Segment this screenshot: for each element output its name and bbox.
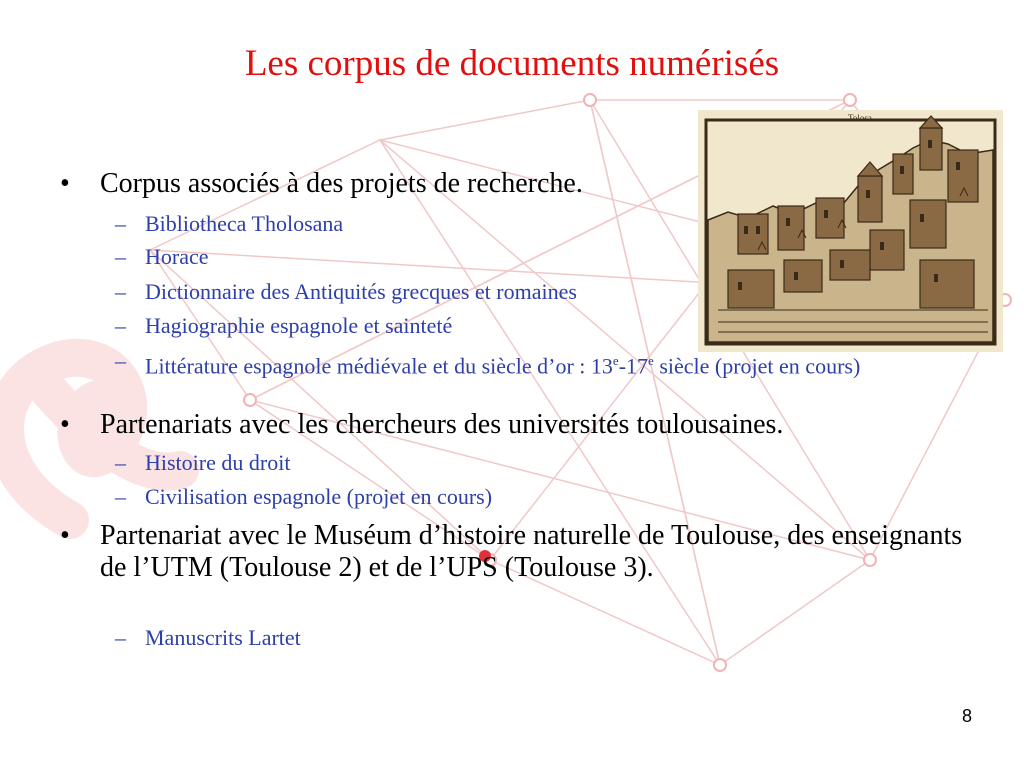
sub-item-text: Horace: [145, 244, 209, 269]
sub-item-histoire-droit: [115, 451, 995, 474]
sub-item-text: Bibliotheca Tholosana: [145, 211, 344, 236]
bullet-marker: •: [60, 520, 70, 551]
dash-marker: –: [115, 348, 126, 373]
dash-marker: –: [115, 625, 126, 650]
bullet-marker: •: [60, 168, 70, 199]
dash-marker: –: [115, 450, 126, 475]
slide-number: 8: [961, 706, 972, 726]
dash-marker: –: [115, 211, 126, 236]
sub-item-text: Civilisation espagnole (projet en cours): [145, 484, 493, 509]
tolosa-woodcut-image: [698, 110, 1003, 352]
sub-item-civilisation: [115, 485, 995, 508]
sub-item-litterature: [115, 349, 995, 377]
dash-marker: –: [115, 244, 126, 269]
bullet-partenariat-museum: [60, 520, 970, 584]
woodcut-city-engraving-icon: [698, 110, 1003, 352]
picture-caption: Tolosa: [848, 113, 872, 123]
bullet-text: Corpus associés à des projets de recherche.: [100, 168, 583, 199]
bullet-text: Partenariats avec les chercheurs des universités toulousaines.: [100, 409, 784, 440]
dash-marker: –: [115, 313, 126, 338]
sub-item-manuscrits-lartet: [115, 626, 995, 649]
sub-item-text: Littérature espagnole médiévale et du siècle d’or : 13e-17e siècle (projet en cours): [145, 353, 861, 379]
bullet-text: Partenariat avec le Muséum d’histoire naturelle de Toulouse, des enseignants de l’UTM (Toulouse 2) et de l’UPS (Toulouse 3).: [100, 520, 963, 583]
bullet-marker: •: [60, 409, 70, 440]
dash-marker: –: [115, 484, 126, 509]
sub-item-text: Hagiographie espagnole et sainteté: [145, 313, 453, 338]
sub-item-text: Manuscrits Lartet: [145, 625, 301, 650]
dash-marker: –: [115, 279, 126, 304]
bullet-partenariats-universites: [60, 409, 970, 441]
sub-item-text: Dictionnaire des Antiquités grecques et romaines: [145, 279, 577, 304]
sub-item-text: Histoire du droit: [145, 450, 291, 475]
slide-title: Les corpus de documents numérisés: [244, 43, 780, 84]
